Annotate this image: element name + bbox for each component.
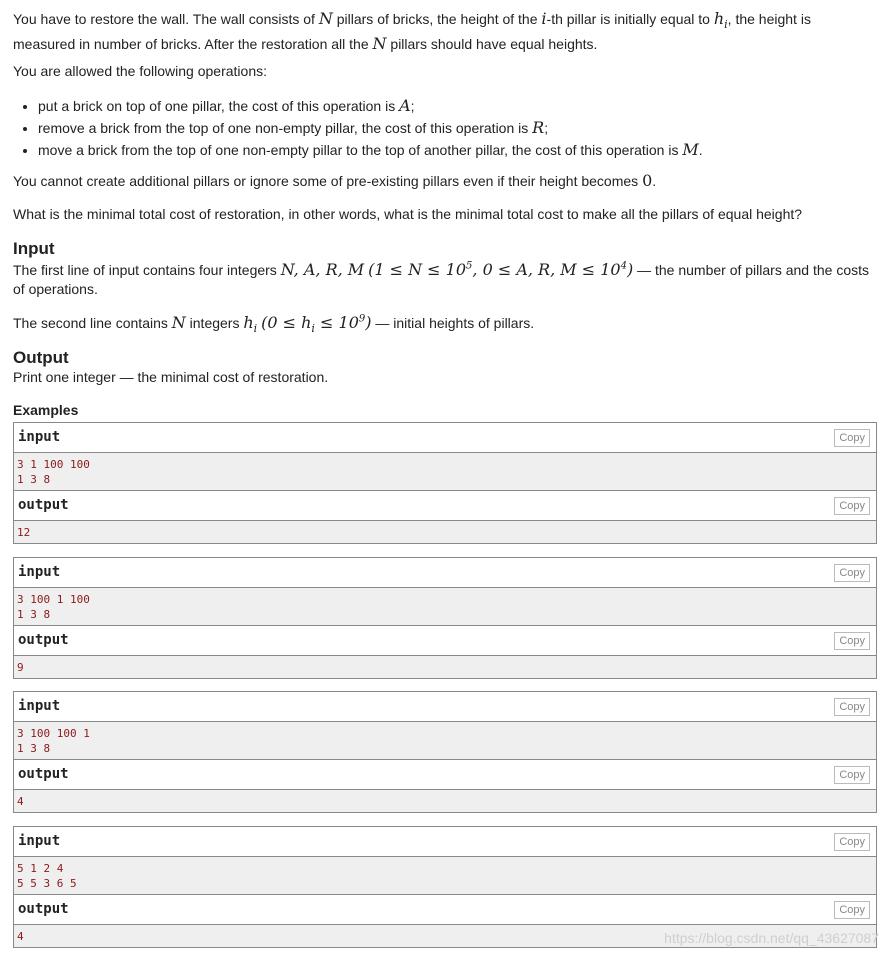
copy-button[interactable]: Copy [834,632,870,650]
input-line: 3 100 1 100 [17,593,90,606]
var-n: N [318,9,333,28]
statement-paragraph-2: You are allowed the following operations: [13,63,267,79]
text: put a brick on top of one pillar, the cost of this operation is [38,98,400,114]
example-input-body [14,857,876,895]
operation-item [38,95,703,117]
var-h-subscript: i [724,18,728,32]
input-paragraph-2 [13,313,534,338]
math-constraint [368,260,633,279]
example-output-header [14,626,876,656]
example-input-body [14,722,876,760]
math: ) [365,313,372,332]
statement-paragraph-1 [13,9,863,54]
output-label: output [18,901,69,917]
copy-button[interactable]: Copy [834,901,870,919]
example-output-header [14,895,876,925]
text: You have to restore the wall. The wall consists of [13,11,319,27]
var-a: A [399,96,411,115]
text: — the number of pillars and the costs of operations. [13,262,870,297]
example-block [13,691,877,813]
var-h-letter: h [243,313,254,332]
output-label: output [18,632,69,648]
statement-paragraph-3 [13,171,656,191]
copy-button[interactable]: Copy [834,766,870,784]
text: — initial heights of pillars. [371,315,535,331]
var-h-letter: h [713,9,725,28]
example-input-body [14,588,876,626]
output-paragraph: Print one integer — the minimal cost of restoration. [13,369,329,385]
text: . [652,173,657,189]
text: remove a brick from the top of one non-empty pillar, the cost of this operation is [38,120,533,136]
input-line: 3 1 100 100 [17,458,90,471]
operation-item [38,139,703,161]
var-m: M [682,140,699,159]
example-input-header [14,423,876,453]
example-block [13,557,877,679]
operation-item [38,117,703,139]
input-label: input [18,429,61,445]
math-constraint [261,313,372,336]
exp: 9 [358,313,366,325]
text: pillars should have equal heights. [386,36,598,53]
copy-button[interactable]: Copy [834,833,870,851]
input-line: 3 100 100 1 [17,727,90,740]
text: , the height is measured in number of bricks. After the restoration all the [13,11,811,53]
example-input-header [14,827,876,857]
math: (1 ≤ N ≤ 10 [368,260,467,279]
text: -th pillar is initially equal to [546,11,714,27]
copy-button[interactable]: Copy [834,429,870,447]
example-output-header [14,491,876,521]
text: You cannot create additional pillars or ignore some of pre-existing pillars even if their height becomes [13,173,643,189]
example-block [13,422,877,544]
text: The second line contains [13,315,172,331]
output-line: 12 [17,526,31,539]
input-label: input [18,564,61,580]
input-line: 1 3 8 [17,473,51,486]
input-heading: Input [13,239,55,258]
output-line: 4 [17,795,24,808]
math-zero: 0 [642,171,653,190]
text: The first line of input contains four integers [13,262,281,278]
text: integers [185,315,244,331]
var-h-subscript: i [311,322,315,336]
var-n: N [171,313,186,332]
example-output-body [14,790,876,812]
input-paragraph-1 [13,260,877,299]
math: ≤ 10 [314,313,359,332]
math: , 0 ≤ A, R, M ≤ 10 [472,260,621,279]
var-i: i [541,9,547,28]
output-line: 4 [17,930,24,943]
input-label: input [18,833,61,849]
input-line: 5 1 2 4 [17,862,64,875]
input-line: 1 3 8 [17,742,51,755]
example-input-body [14,453,876,491]
var-h [713,9,728,32]
text: move a brick from the top of one non-empty pillar to the top of another pillar, the cost of this operation is [38,142,683,158]
var-h [243,313,258,336]
var-h-subscript: i [253,322,258,336]
example-input-header [14,692,876,722]
math: (0 ≤ h [261,313,312,332]
var-n: N [372,34,387,54]
example-output-header [14,760,876,790]
watermark: https://blog.csdn.net/qq_43627087 [664,930,879,946]
input-line: 1 3 8 [17,608,51,621]
math: ) [626,260,634,279]
text: . [698,142,703,158]
example-output-body [14,656,876,678]
input-line: 5 5 3 6 5 [17,877,77,890]
text: pillars of bricks, the height of the [332,11,542,27]
statement-paragraph-4: What is the minimal total cost of restoration, in other words, what is the minimal total cost to make all the pillars of equal height? [13,206,803,222]
output-line: 9 [17,661,24,674]
copy-button[interactable]: Copy [834,698,870,716]
text: ; [544,120,549,136]
var-r: R [532,118,545,137]
operations-list [13,95,703,161]
copy-button[interactable]: Copy [834,497,870,515]
math-vars: N, A, R, M [280,260,365,279]
examples-heading: Examples [13,402,79,418]
example-output-body [14,521,876,543]
exp: 5 [466,260,473,272]
input-label: input [18,698,61,714]
example-input-header [14,558,876,588]
text: ; [410,98,415,114]
output-label: output [18,497,69,513]
output-label: output [18,766,69,782]
output-heading: Output [13,348,69,367]
exp: 4 [620,260,627,272]
copy-button[interactable]: Copy [834,564,870,582]
